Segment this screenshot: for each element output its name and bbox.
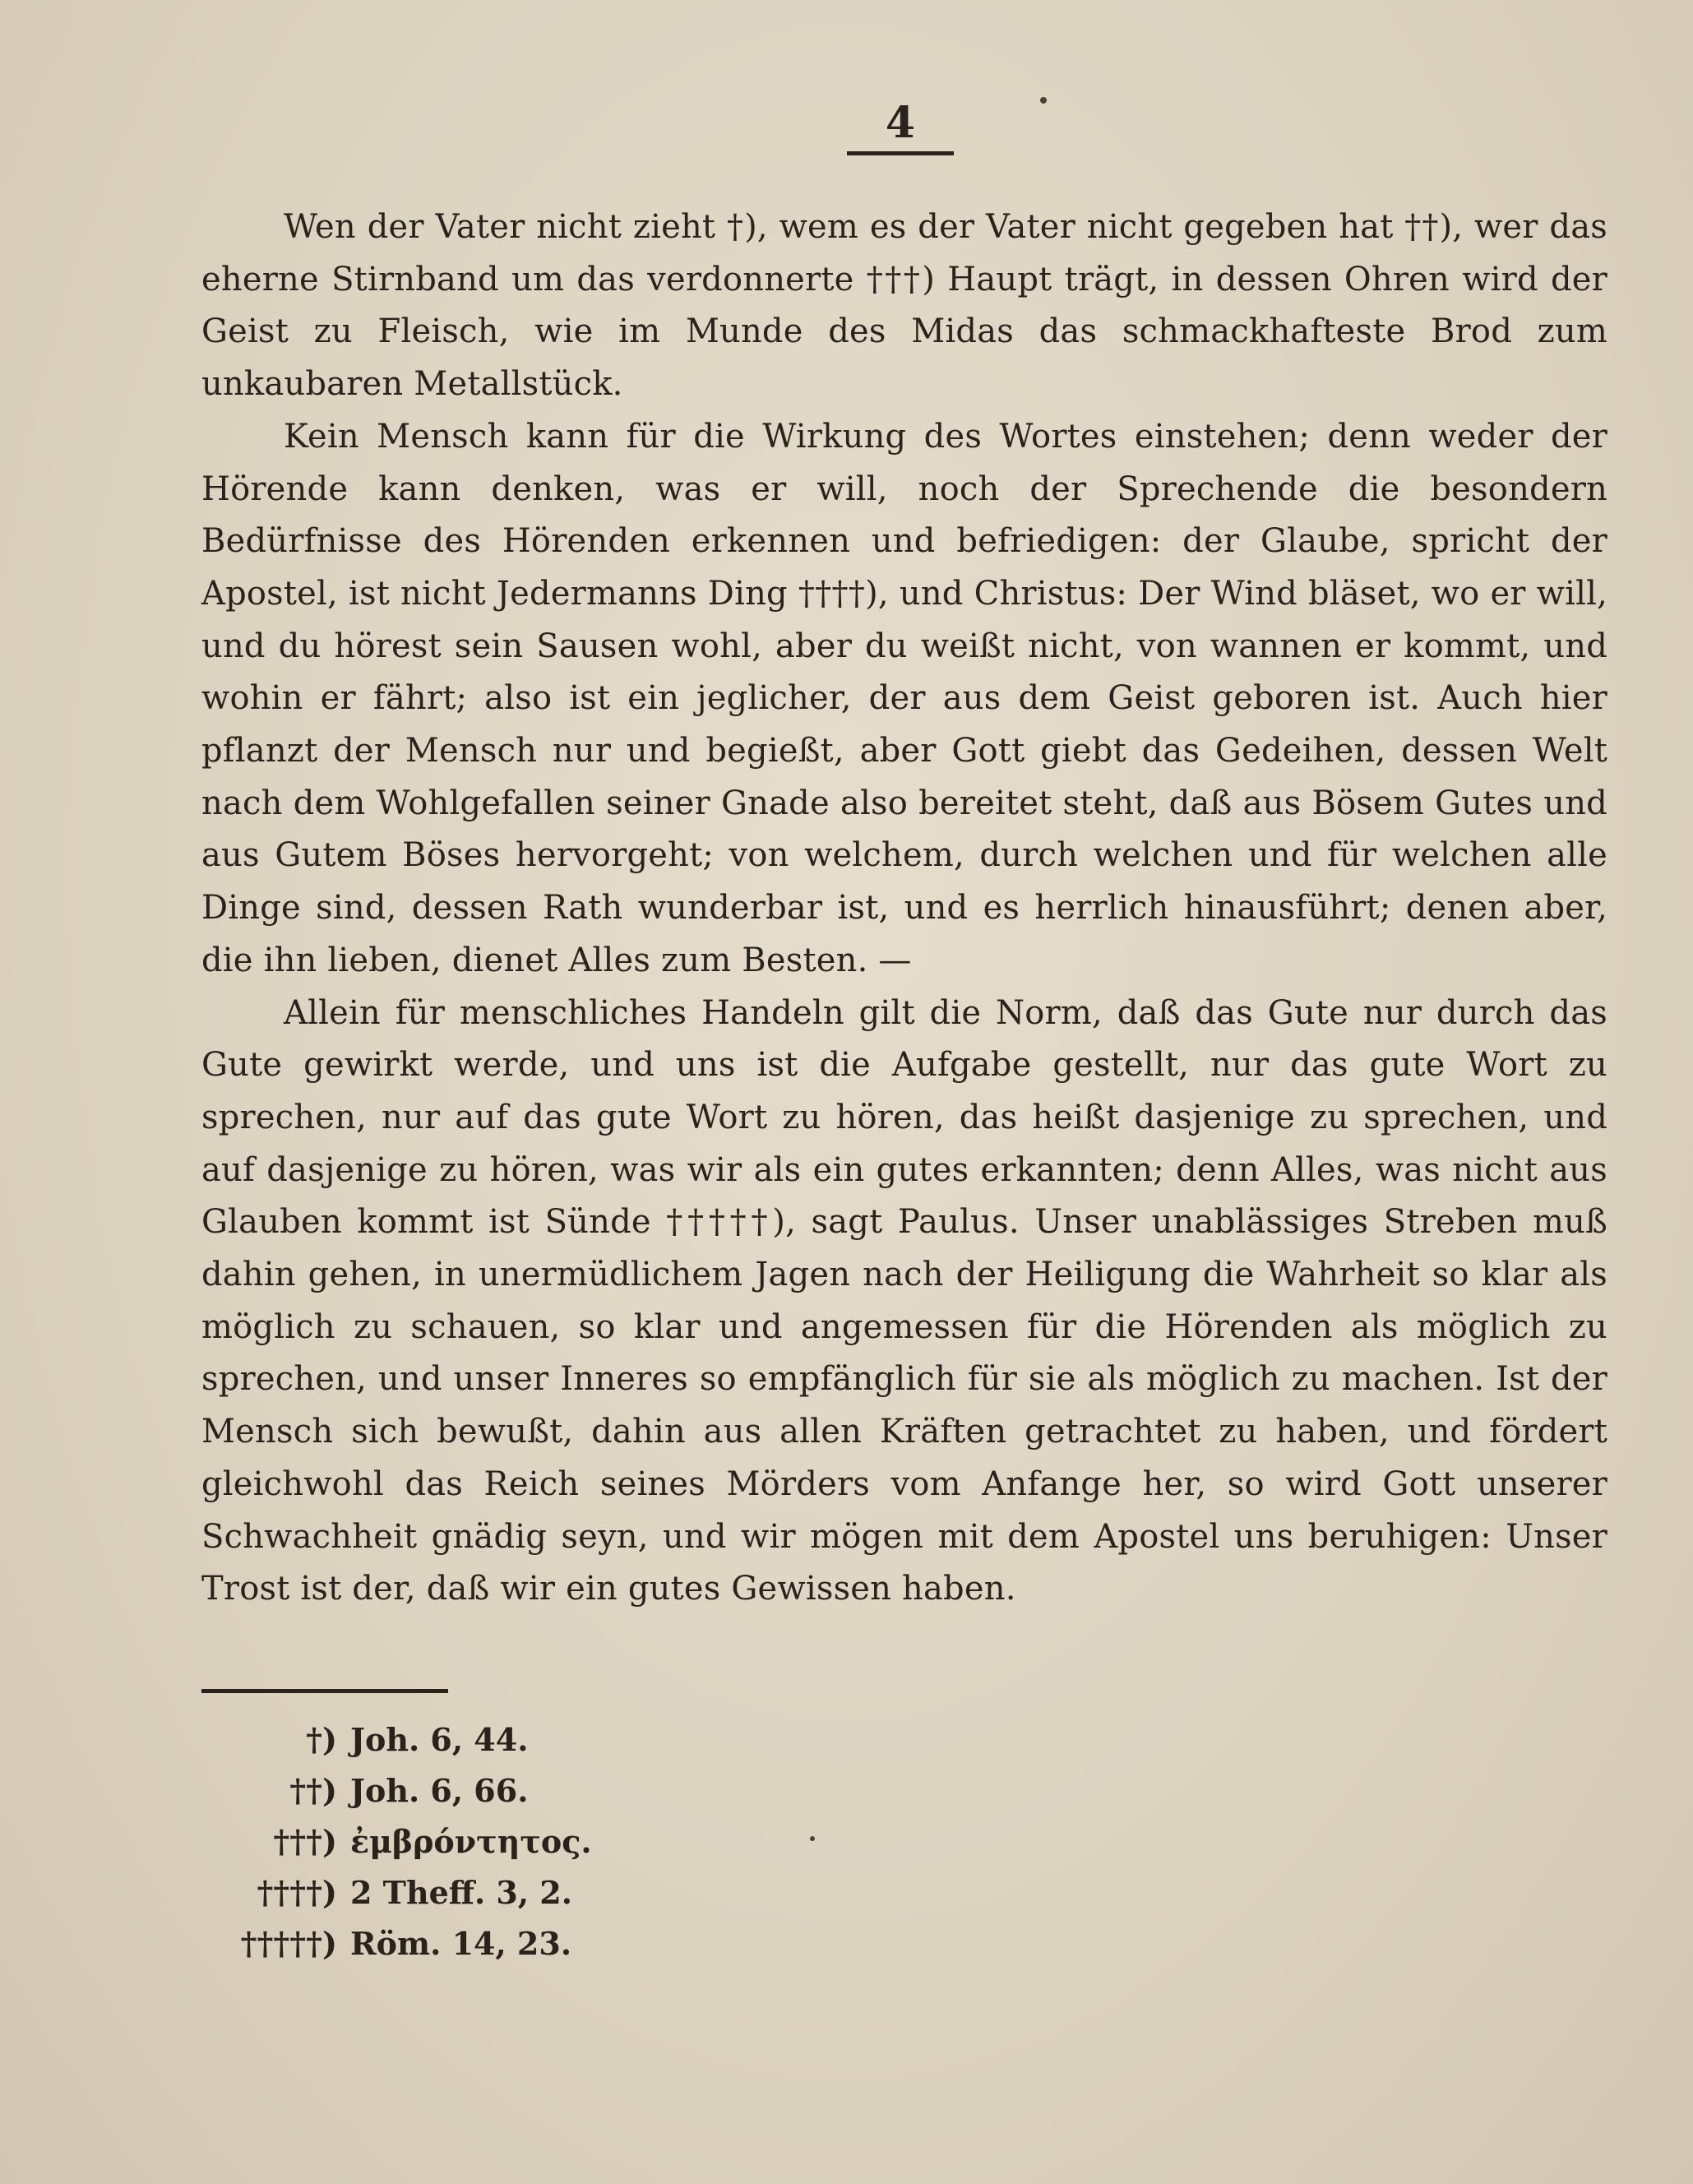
paragraph: Kein Mensch kann für die Wirkung des Wortes einstehen; denn weder der Hörende kann denken, was er will, noch der Sprechende die besondern Bedürfnisse des Hörenden erkennen und befriedigen: der Glaube, spricht der Apostel, ist nicht Jedermanns Ding ††††), und Christus: Der Wind bläset, wo er will, und du hörest sein Sausen wohl, aber du weißt nicht, von wannen er kommt, und wohin er fährt; also ist ein jeglicher, der aus dem Geist geboren ist. Auch hier pflanzt der Mensch nur und begießt, aber Gott giebt das Gedeihen, dessen Welt nach dem Wohlgefallen seiner Gnade also bereitet steht, daß aus Bösem Gutes und aus Gutem Böses hervorgeht; von welchem, durch welchen und für welchen alle Dinge sind, dessen Rath wunderbar ist, und es herrlich hinausführt; denen aber, die ihn lieben, dienet Alles zum Besten. — (201, 417, 1607, 979)
footnote-mark: †††††) (240, 1925, 337, 1962)
footnote-text: Röm. 14, 23. (350, 1925, 572, 1962)
footnote-text: Joh. 6, 44. (350, 1721, 529, 1758)
footnote (238, 1918, 978, 1969)
footnote-mark: ††) (289, 1772, 337, 1809)
paragraph: Wen der Vater nicht zieht †), wem es der Vater nicht gegeben hat ††), wer das eherne Stirnband um das verdonnerte †††) Haupt trägt, in dessen Ohren wird der Geist zu Fleisch, wie im Munde des Midas das schmackhafteste Brod zum unkaubaren Metallstück. (201, 208, 1607, 404)
page-header (847, 99, 954, 155)
paragraph: Allein für menschliches Handeln gilt die Norm, daß das Gute nur durch das Gute gewirkt werde, und uns ist die Aufgabe gestellt, nur das gute Wort zu sprechen, nur auf das gute Wort zu hören, das heißt dasjenige zu sprechen, und auf dasjenige zu hören, was wir als ein gutes erkannten; denn Alles, was nicht aus Glauben kommt ist Sünde †††††), sagt Paulus. Unser unablässiges Streben muß dahin gehen, in unermüdlichem Jagen nach der Heiligung die Wahrheit so klar als möglich zu schauen, so klar und angemessen für die Hörenden als möglich zu sprechen, und unser Inneres so empfänglich für sie als möglich zu machen. Ist der Mensch sich bewußt, dahin aus allen Kräften getrachtet zu haben, und fördert gleichwohl das Reich seines Mörders vom Anfange her, so wird Gott unserer Schwachheit gnädig seyn, und wir mögen mit dem Apostel uns beruhigen: Unser Trost ist der, daß wir ein gutes Gewissen haben. (201, 993, 1607, 1608)
footnote (238, 1867, 978, 1918)
footnote-text: ἐμβρόντητος. (350, 1823, 592, 1860)
paper-speck (810, 1836, 815, 1841)
footnotes (238, 1714, 978, 1969)
paper-speck (1040, 97, 1047, 104)
footnote (238, 1765, 978, 1816)
footnote (238, 1714, 978, 1765)
footnote-mark: †) (306, 1721, 337, 1758)
footnote-separator (201, 1689, 448, 1693)
footnote-mark: †††) (273, 1823, 337, 1860)
main-text (201, 201, 1607, 1616)
footnote-text: 2 Theff. 3, 2. (350, 1874, 572, 1911)
page-number: 4 (885, 98, 916, 148)
footnote (238, 1816, 978, 1867)
header-rule (847, 151, 954, 155)
footnote-mark: ††††) (257, 1874, 337, 1911)
footnote-text: Joh. 6, 66. (350, 1772, 529, 1809)
